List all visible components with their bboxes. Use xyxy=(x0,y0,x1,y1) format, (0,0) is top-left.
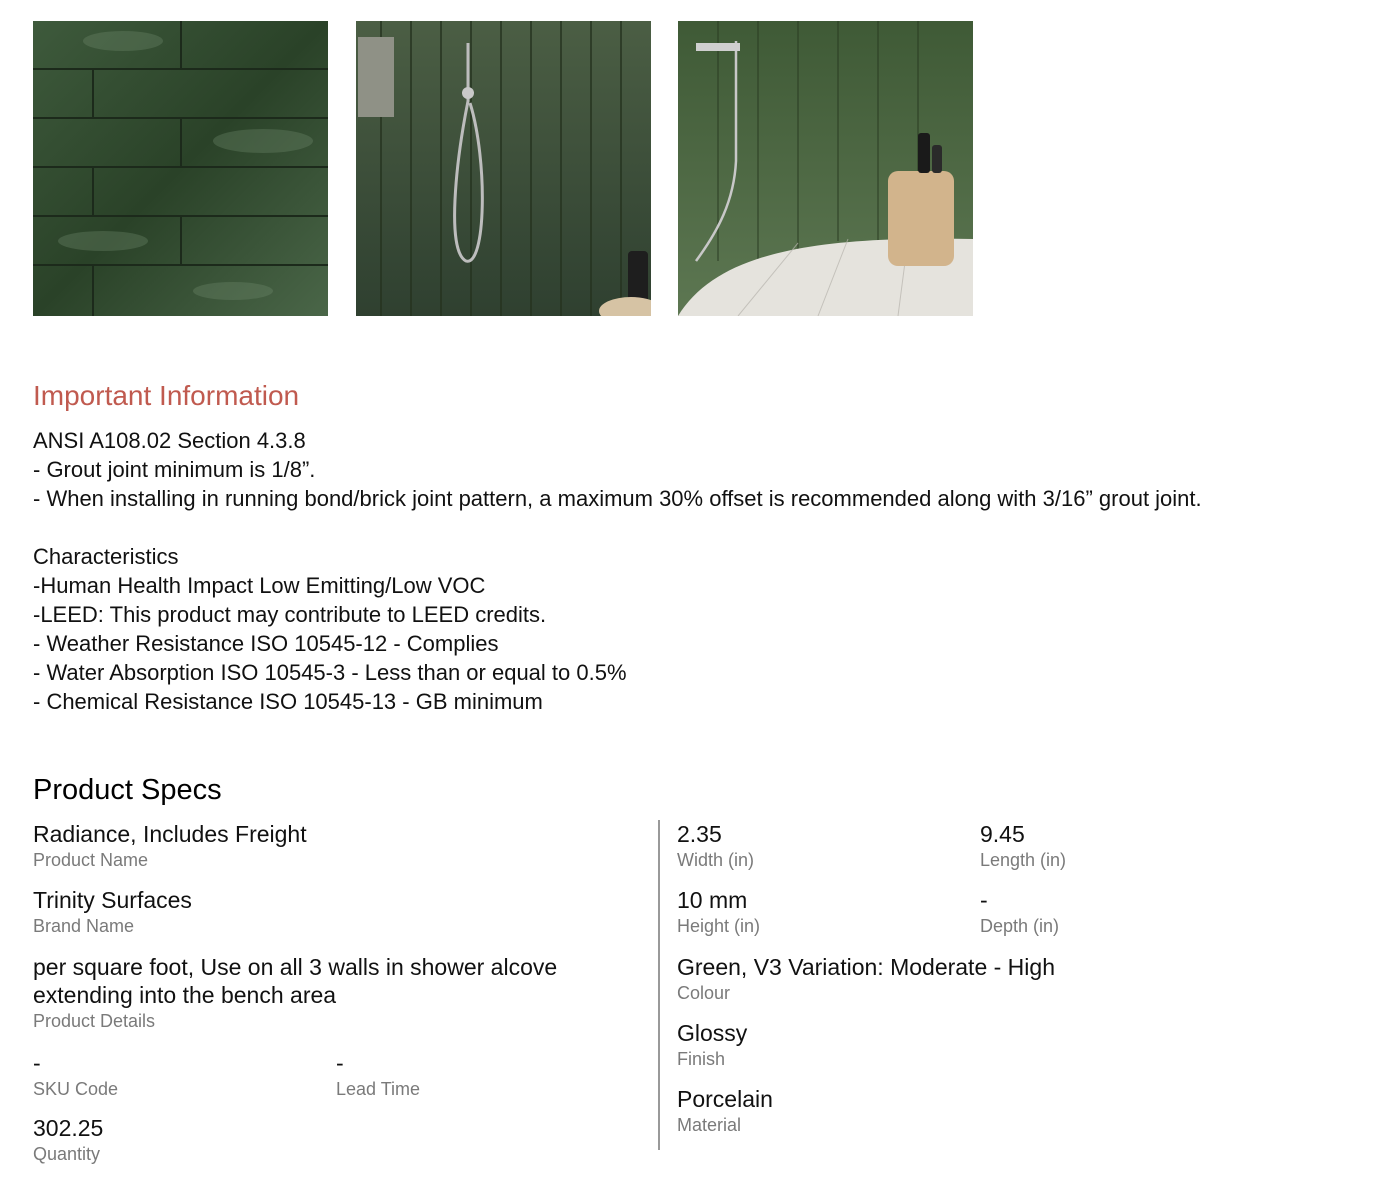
info-line: - When installing in running bond/brick joint pattern, a maximum 30% offset is recommended along with 3/16” grout joint. xyxy=(33,486,1202,511)
characteristic-item: - Weather Resistance ISO 10545-12 - Complies xyxy=(33,631,499,656)
spec-width: 2.35 Width (in) xyxy=(677,821,755,870)
characteristic-item: - Water Absorption ISO 10545-3 - Less than or equal to 0.5% xyxy=(33,660,627,685)
characteristic-item: -LEED: This product may contribute to LEED credits. xyxy=(33,602,547,627)
spec-quantity: 302.25 Quantity xyxy=(33,1115,104,1164)
important-info-body xyxy=(33,426,1202,716)
spec-colour: Green, V3 Variation: Moderate - High Colour xyxy=(677,954,1055,1003)
spec-sku-code: - SKU Code xyxy=(33,1050,119,1099)
spec-brand-name: Trinity Surfaces Brand Name xyxy=(33,887,192,936)
curved-shower-bench-image xyxy=(678,21,973,316)
characteristics-title: Characteristics xyxy=(33,544,179,569)
info-line: ANSI A108.02 Section 4.3.8 xyxy=(33,428,306,453)
shower-image xyxy=(356,21,651,316)
spec-height: 10 mm Height (in) xyxy=(677,887,761,936)
spec-product-name: Radiance, Includes Freight Product Name xyxy=(33,821,307,870)
spec-lead-time: - Lead Time xyxy=(336,1050,421,1099)
spec-depth: - Depth (in) xyxy=(980,887,1060,936)
spec-material: Porcelain Material xyxy=(677,1086,773,1135)
info-line: - Grout joint minimum is 1/8”. xyxy=(33,457,316,482)
tile-closeup-image xyxy=(33,21,328,316)
spec-length: 9.45 Length (in) xyxy=(980,821,1067,870)
product-specs-title: Product Specs xyxy=(33,774,222,806)
spec-product-details: per square foot, Use on all 3 walls in shower alcove extending into the bench area Product Details xyxy=(33,954,558,1031)
spec-finish: Glossy Finish xyxy=(677,1020,748,1069)
important-info-title: Important Information xyxy=(33,380,300,411)
characteristic-item: -Human Health Impact Low Emitting/Low VOC xyxy=(33,573,486,598)
specs-divider xyxy=(658,820,660,1150)
characteristic-item: - Chemical Resistance ISO 10545-13 - GB minimum xyxy=(33,689,543,714)
